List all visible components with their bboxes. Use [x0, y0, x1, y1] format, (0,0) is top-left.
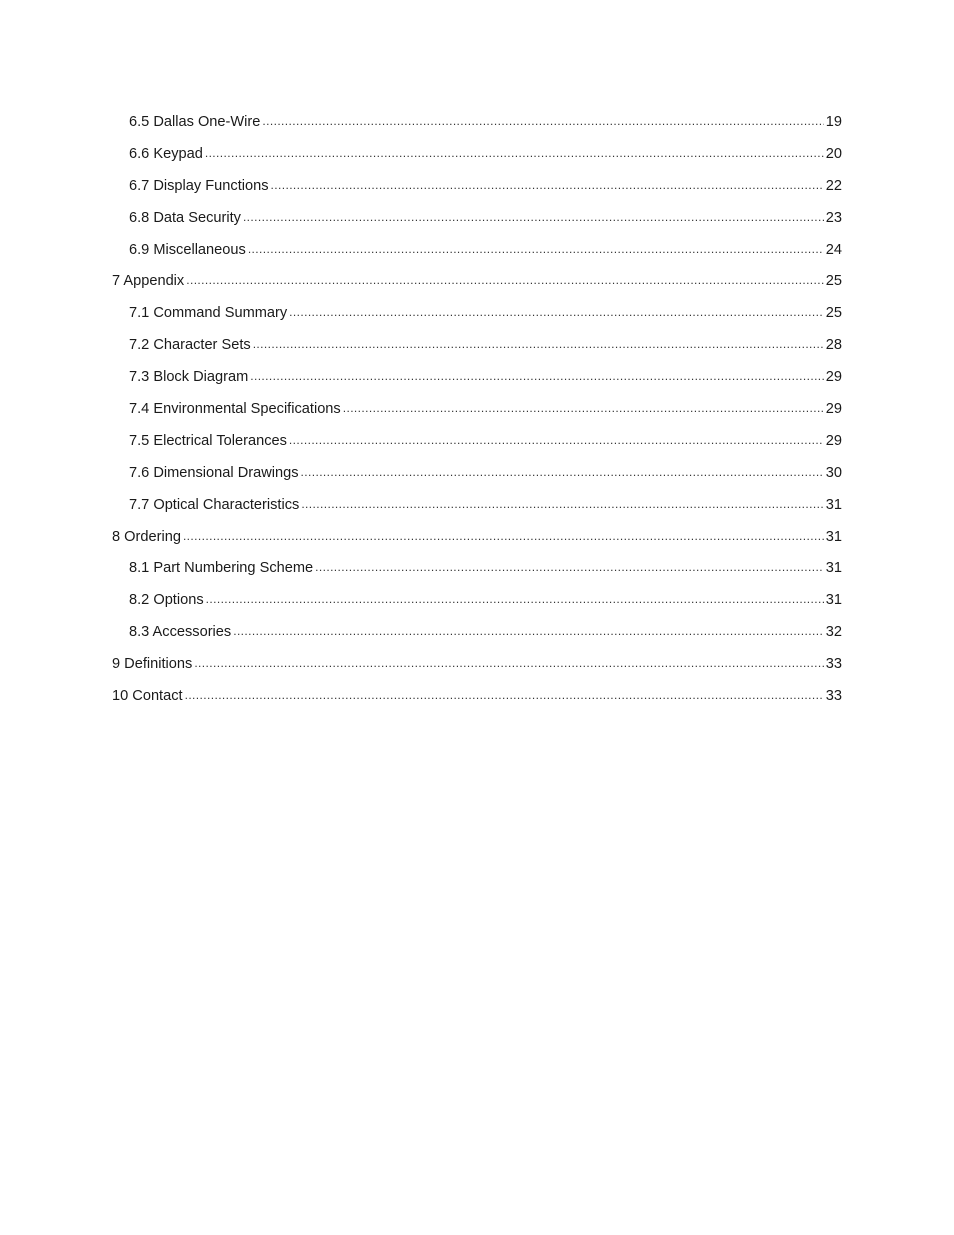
toc-entry[interactable] [112, 398, 842, 430]
toc-dot-leader [250, 365, 824, 388]
toc-entry-page: 33 [825, 656, 842, 673]
toc-entry[interactable] [112, 462, 842, 494]
toc-entry[interactable] [112, 175, 842, 207]
toc-entry[interactable] [112, 589, 842, 621]
toc-entry-title: 8 Ordering [112, 528, 181, 545]
toc-dot-leader [183, 525, 824, 548]
toc-entry-title: 7.6 Dimensional Drawings [129, 464, 299, 481]
toc-entry-title: 7.5 Electrical Tolerances [129, 432, 287, 449]
toc-entry-title: 7.4 Environmental Specifications [129, 401, 341, 418]
toc-dot-leader [343, 397, 824, 420]
toc-dot-leader [186, 269, 824, 292]
toc-entry[interactable] [112, 270, 842, 302]
toc-entry[interactable] [112, 111, 842, 143]
toc-dot-leader [206, 588, 824, 611]
toc-dot-leader [301, 461, 824, 484]
toc-entry-title: 8.2 Options [129, 592, 204, 609]
toc-entry-title: 8.1 Part Numbering Scheme [129, 560, 314, 577]
toc-entry-page: 31 [825, 592, 842, 609]
toc-entry-page: 31 [825, 496, 842, 513]
toc-entry-title: 6.8 Data Security [129, 209, 241, 226]
toc-dot-leader [271, 174, 824, 197]
toc-entry-title: 9 Definitions [112, 656, 193, 673]
toc-entry-page: 31 [825, 560, 842, 577]
toc-entry-title: 7 Appendix [112, 273, 185, 290]
table-of-contents [112, 111, 842, 717]
toc-entry-title: 7.1 Command Summary [129, 305, 288, 322]
toc-entry-title: 7.7 Optical Characteristics [129, 496, 300, 513]
toc-entry[interactable] [112, 494, 842, 526]
toc-entry-page: 30 [825, 464, 842, 481]
toc-entry-page: 33 [825, 688, 842, 705]
toc-entry-page: 28 [825, 337, 842, 354]
toc-dot-leader [233, 620, 824, 643]
toc-entry[interactable] [112, 334, 842, 366]
toc-entry-page: 20 [825, 145, 842, 162]
toc-entry-title: 10 Contact [112, 688, 183, 705]
toc-entry-page: 24 [825, 241, 842, 258]
toc-entry-page: 23 [825, 209, 842, 226]
toc-dot-leader [262, 110, 823, 133]
toc-dot-leader [248, 238, 824, 261]
toc-entry[interactable] [112, 653, 842, 685]
toc-entry-title: 8.3 Accessories [129, 624, 232, 641]
toc-dot-leader [194, 652, 823, 675]
toc-dot-leader [243, 206, 824, 229]
toc-entry-title: 7.2 Character Sets [129, 337, 251, 354]
toc-entry-page: 31 [825, 528, 842, 545]
toc-entry-page: 29 [825, 401, 842, 418]
toc-dot-leader [301, 493, 823, 516]
toc-dot-leader [253, 333, 824, 356]
toc-entry[interactable] [112, 557, 842, 589]
toc-entry-page: 29 [825, 369, 842, 386]
toc-entry-title: 6.7 Display Functions [129, 177, 269, 194]
toc-dot-leader [289, 301, 824, 324]
toc-entry-page: 22 [825, 177, 842, 194]
toc-entry-page: 25 [825, 273, 842, 290]
toc-dot-leader [315, 556, 824, 579]
toc-entry-title: 6.9 Miscellaneous [129, 241, 246, 258]
toc-entry-page: 25 [825, 305, 842, 322]
toc-entry[interactable] [112, 143, 842, 175]
toc-entry[interactable] [112, 207, 842, 239]
toc-entry[interactable] [112, 239, 842, 271]
toc-entry-title: 6.6 Keypad [129, 145, 203, 162]
toc-dot-leader [289, 429, 824, 452]
toc-entry[interactable] [112, 430, 842, 462]
toc-entry-title: 6.5 Dallas One-Wire [129, 114, 261, 130]
toc-entry[interactable] [112, 366, 842, 398]
toc-dot-leader [185, 684, 824, 707]
toc-entry-title: 7.3 Block Diagram [129, 369, 249, 386]
toc-entry[interactable] [112, 685, 842, 717]
toc-dot-leader [205, 142, 824, 165]
toc-entry-page: 19 [825, 114, 842, 130]
toc-entry-page: 29 [825, 432, 842, 449]
toc-entry[interactable] [112, 621, 842, 653]
toc-entry[interactable] [112, 526, 842, 558]
toc-entry[interactable] [112, 302, 842, 334]
toc-entry-page: 32 [825, 624, 842, 641]
